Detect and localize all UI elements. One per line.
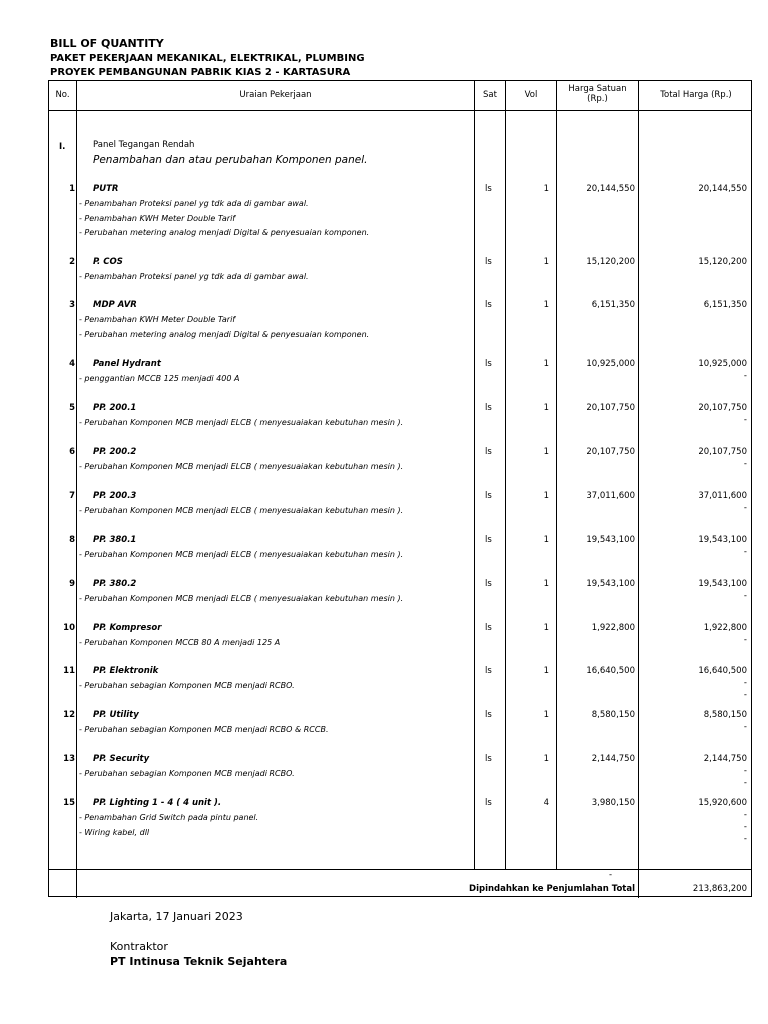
item-total: 20,144,550 [698,184,747,194]
item-total: 16,640,500 [698,666,747,676]
col-divider [474,81,475,870]
item-volume: 1 [543,447,549,457]
item-unit-price: 6,151,350 [591,300,635,310]
col-header-harga-line1: Harga Satuan [568,84,627,94]
item-dash: - [743,503,747,513]
item-unit: ls [485,579,492,589]
item-total: 20,107,750 [698,447,747,457]
item-dash: - [743,415,747,425]
col-divider [505,81,506,870]
item-number: 10 [63,623,75,633]
item-unit-price: 20,107,750 [586,403,635,413]
item-total: 37,011,600 [698,491,747,501]
item-name: PUTR [93,184,119,194]
item-volume: 1 [543,257,549,267]
item-name: PP. Kompresor [93,623,162,633]
item-dash: - [743,591,747,601]
item-dash: - [743,678,747,688]
header-divider [49,110,751,111]
item-unit: ls [485,666,492,676]
boq-table [48,80,752,897]
col-divider [638,81,639,898]
item-number: 4 [69,359,75,369]
item-unit: ls [485,184,492,194]
item-unit: ls [485,623,492,633]
item-volume: 1 [543,754,549,764]
item-unit-price: 20,144,550 [586,184,635,194]
item-dash: - [743,810,747,820]
item-unit-price: 10,925,000 [586,359,635,369]
item-number: 7 [69,491,75,501]
item-total: 19,543,100 [698,535,747,545]
item-unit: ls [485,491,492,501]
item-unit-price: 8,580,150 [591,710,635,720]
item-dash: - [743,778,747,788]
item-bullet: - Perubahan sebagian Komponen MCB menjadi RCBO. [79,681,295,690]
item-volume: 4 [543,798,549,808]
item-dash: - [743,822,747,832]
item-bullet: - Perubahan metering analog menjadi Digital & penyesuaian komponen. [79,228,370,237]
item-number: 2 [69,257,75,267]
item-volume: 1 [543,359,549,369]
item-unit-price: 37,011,600 [586,491,635,501]
item-volume: 1 [543,535,549,545]
item-number: 5 [69,403,75,413]
col-header-harga-line2: (Rp.) [587,94,608,104]
col-divider [556,81,557,870]
item-unit-price: 16,640,500 [586,666,635,676]
item-unit: ls [485,754,492,764]
item-number: 8 [69,535,75,545]
item-volume: 1 [543,710,549,720]
col-header-uraian: Uraian Pekerjaan [239,90,312,100]
summary-dash: - [609,870,613,880]
item-number: 13 [63,754,75,764]
item-name: PP. Elektronik [93,666,159,676]
item-number: 15 [63,798,75,808]
section-subtitle: Penambahan dan atau perubahan Komponen panel. [93,154,368,166]
item-total: 1,922,800 [703,623,747,633]
contractor-label: Kontraktor [110,940,168,953]
item-unit: ls [485,798,492,808]
item-name: PP. 380.2 [93,579,137,589]
item-number: 11 [63,666,75,676]
item-name: PP. Security [93,754,150,764]
item-dash: - [743,371,747,381]
item-unit-price: 19,543,100 [586,579,635,589]
item-bullet: - Penambahan KWH Meter Double Tarif [79,213,236,223]
col-header-no: No. [55,90,70,100]
item-bullet: - Penambahan Proteksi panel yg tdk ada di gambar awal. [79,199,309,208]
item-unit: ls [485,447,492,457]
item-dash: - [743,766,747,776]
item-bullet: - Perubahan sebagian Komponen MCB menjadi RCBO & RCCB. [79,725,329,734]
item-unit-price: 3,980,150 [591,798,635,808]
item-bullet: - Penambahan KWH Meter Double Tarif [79,315,236,324]
item-total: 20,107,750 [698,403,747,413]
item-unit: ls [485,257,492,267]
item-volume: 1 [543,403,549,413]
item-bullet: - Perubahan Komponen MCB menjadi ELCB ( menyesuaiakan kebutuhan mesin ). [79,418,404,427]
item-total: 15,120,200 [698,257,747,267]
item-name: MDP AVR [93,300,137,310]
item-bullet: - Penambahan Proteksi panel yg tdk ada di gambar awal. [79,272,309,281]
item-unit-price: 2,144,750 [591,754,635,764]
item-volume: 1 [543,491,549,501]
col-header-vol: Vol [524,90,538,100]
item-number: 3 [69,300,75,310]
place-date: Jakarta, 17 Januari 2023 [110,910,243,923]
item-unit: ls [485,300,492,310]
section-number: I. [59,142,66,152]
document-title: BILL OF QUANTITY [50,37,164,50]
document-subtitle: PAKET PEKERJAAN MEKANIKAL, ELEKTRIKAL, PLUMBING [50,53,365,64]
item-total: 15,920,600 [698,798,747,808]
grand-total: 213,863,200 [692,884,747,894]
item-number: 12 [63,710,75,720]
contractor-company: PT Intinusa Teknik Sejahtera [110,955,288,968]
item-volume: 1 [543,579,549,589]
item-dash: - [743,459,747,469]
project-name: PROYEK PEMBANGUNAN PABRIK KIAS 2 - KARTASURA [50,67,351,78]
item-bullet: - penggantian MCCB 125 menjadi 400 A [79,374,240,383]
section-title: Panel Tegangan Rendah [93,140,195,150]
summary-label: Dipindahkan ke Penjumlahan Total [469,884,635,894]
item-unit-price: 19,543,100 [586,535,635,545]
item-number: 6 [69,447,75,457]
item-name: PP. Lighting 1 - 4 ( 4 unit ). [93,798,222,808]
item-total: 10,925,000 [698,359,747,369]
item-volume: 1 [543,300,549,310]
item-bullet: - Perubahan Komponen MCB menjadi ELCB ( menyesuaiakan kebutuhan mesin ). [79,506,404,515]
item-unit-price: 15,120,200 [586,257,635,267]
item-volume: 1 [543,184,549,194]
item-name: PP. Utility [93,710,139,720]
item-name: PP. 200.1 [93,403,137,413]
item-unit: ls [485,535,492,545]
item-unit: ls [485,403,492,413]
item-total: 19,543,100 [698,579,747,589]
item-volume: 1 [543,666,549,676]
item-name: PP. 380.1 [93,535,137,545]
item-unit: ls [485,710,492,720]
col-header-total: Total Harga (Rp.) [660,90,732,100]
item-dash: - [743,690,747,700]
item-bullet: - Perubahan Komponen MCB menjadi ELCB ( menyesuaiakan kebutuhan mesin ). [79,594,404,603]
item-bullet: - Perubahan metering analog menjadi Digital & penyesuaian komponen. [79,329,370,339]
summary-divider [49,869,751,870]
col-divider [76,81,77,898]
col-header-harga-satuan [557,84,638,104]
item-name: Panel Hydrant [93,359,161,369]
item-number: 1 [69,184,75,194]
item-bullet: - Perubahan sebagian Komponen MCB menjadi RCBO. [79,769,295,778]
item-bullet: - Wiring kabel, dll [79,827,150,837]
item-name: P. COS [93,257,123,267]
item-total: 2,144,750 [703,754,747,764]
item-dash: - [743,722,747,732]
item-unit-price: 20,107,750 [586,447,635,457]
item-bullet: - Perubahan Komponen MCCB 80 A menjadi 125 A [79,638,281,647]
item-unit-price: 1,922,800 [591,623,635,633]
item-bullet: - Perubahan Komponen MCB menjadi ELCB ( menyesuaiakan kebutuhan mesin ). [79,462,404,471]
col-header-sat: Sat [483,90,497,100]
item-name: PP. 200.2 [93,447,137,457]
item-total: 6,151,350 [703,300,747,310]
item-bullet: - Perubahan Komponen MCB menjadi ELCB ( menyesuaiakan kebutuhan mesin ). [79,550,404,559]
item-dash: - [743,834,747,844]
item-bullet: - Penambahan Grid Switch pada pintu panel. [79,813,259,822]
item-name: PP. 200.3 [93,491,137,501]
item-dash: - [743,635,747,645]
item-unit: ls [485,359,492,369]
item-dash: - [743,547,747,557]
item-total: 8,580,150 [703,710,747,720]
item-volume: 1 [543,623,549,633]
item-number: 9 [69,579,75,589]
